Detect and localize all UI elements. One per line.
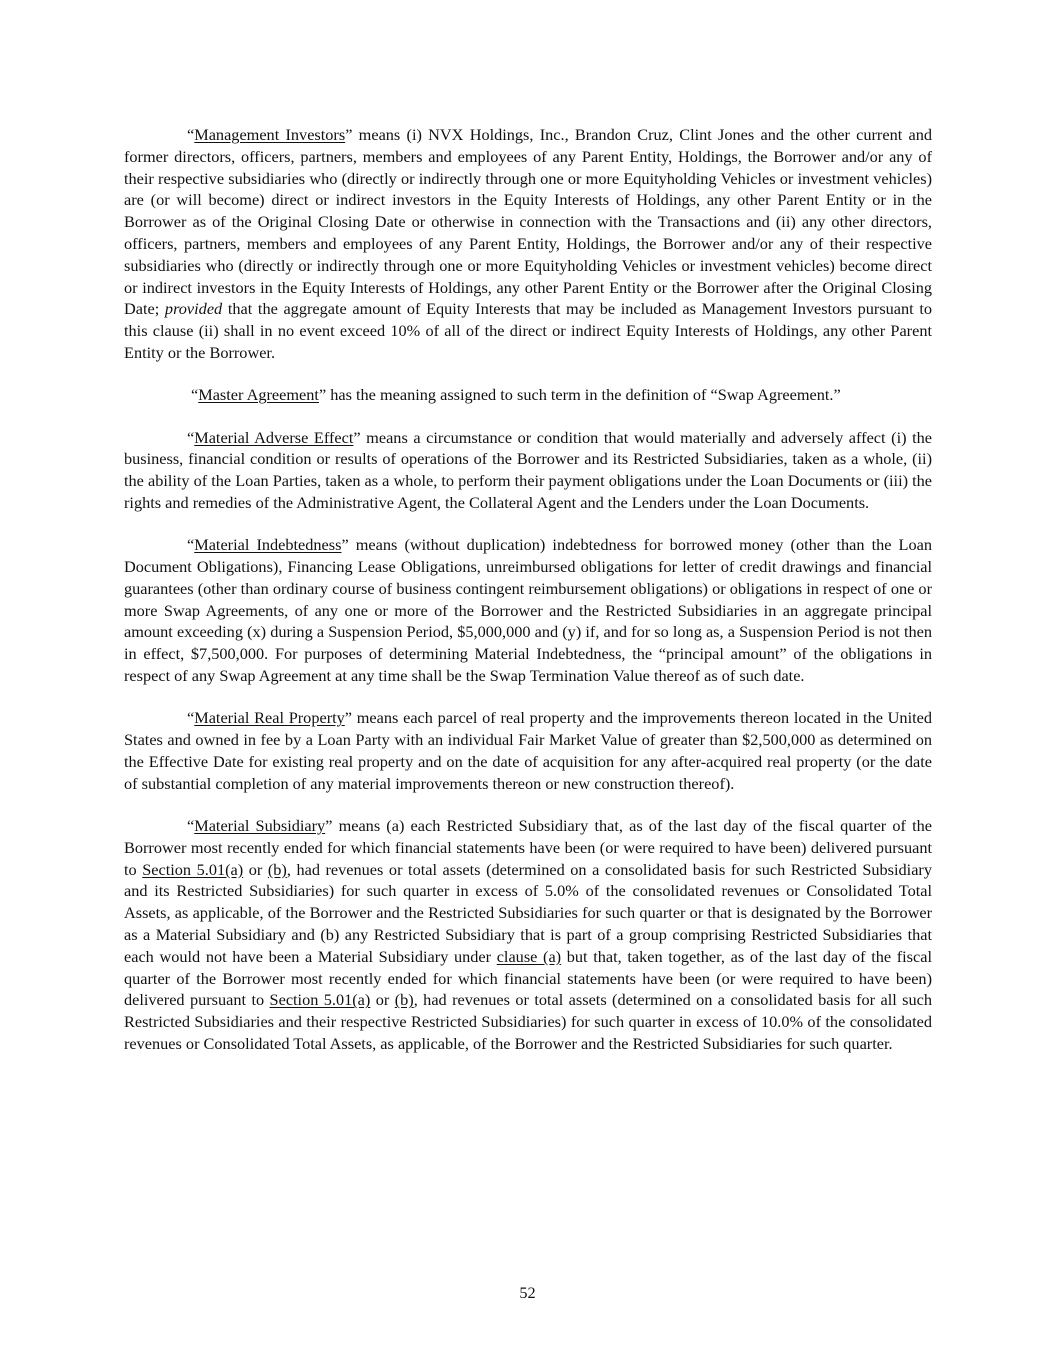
defined-term: Material Subsidiary bbox=[194, 816, 326, 836]
definition-text: ” means (a) each Restricted Subsidiary that, as of the last day of the fiscal quarter of the Borrower most recently ended for which financial statements have been (or were required to have been) delivered pursuant to bbox=[124, 816, 932, 879]
definition-text: “ bbox=[187, 125, 195, 144]
italic-text: provided bbox=[164, 299, 223, 319]
definition-text: or bbox=[243, 859, 268, 879]
cross-reference: Section 5.01(a) bbox=[269, 990, 371, 1010]
definition-text: ” means (i) NVX Holdings, Inc., Brandon Cruz, Clint Jones and the other current and former directors, officers, partners, members and employees of any Parent Entity, Holdings, the Borrower and/or any of their respective subsidiaries who (directly or indirectly through one or more Equityholding Vehicles or investment vehicles) are (or will become) direct or indirect investors in the Equity Interests of Holdings, any other Parent Entity or in the Borrower as of the Original Closing Date or otherwise in connection with the Transactions and (ii) any other directors, officers, partners, members and employees of any Parent Entity, Holdings, the Borrower and/or any of their respective subsidiaries who (directly or indirectly through one or more Equityholding Vehicles or investment vehicles) become direct or indirect investors in the Equity Interests of Holdings, any other Parent Entity or the Borrower after the Original Closing Date; bbox=[124, 125, 933, 319]
definition-text: but that, taken together, as of the last day of the fiscal quarter of the Borrower most recently ended for which financial statements have been (or were required to have been) delivered pursuant to bbox=[124, 946, 932, 1010]
defined-term: Management Investors bbox=[194, 125, 346, 144]
cross-reference: (b) bbox=[267, 859, 287, 879]
defined-term: Material Real Property bbox=[194, 708, 345, 728]
definition-text: ” has the meaning assigned to such term in the definition of “Swap Agreement.” bbox=[318, 385, 841, 405]
definition-text: ” means a circumstance or condition that would materially and adversely affect (i) the business, financial condition or results of operations of the Borrower and its Restricted Subsidiaries, taken as a whole, (ii) the ability of the Loan Parties, taken as a whole, to perform their payment obligations under the Loan Documents or (iii) the rights and remedies of the Administrative Agent, the Collateral Agent and the Lenders under the Loan Documents. bbox=[124, 427, 932, 512]
cross-reference: clause (a) bbox=[496, 946, 562, 966]
cross-reference: Section 5.01(a) bbox=[142, 859, 244, 879]
definition-text: , had revenues or total assets (determined on a consolidated basis for such Restricted Subsidiary and its Restricted Subsidiaries) for such quarter in excess of 5.0% of the consolidated revenues or Consolidated Total Assets, as applicable, of the Borrower and the Restricted Subsidiaries for such quarter or that is designated by the Borrower as a Material Subsidiary and (b) any Restricted Subsidiary that is part of a group comprising Restricted Subsidiaries that each would not have been a Material Subsidiary under bbox=[124, 859, 932, 966]
definition-text: “ bbox=[187, 816, 195, 836]
document-body bbox=[124, 124, 932, 1075]
definition-text: “ bbox=[187, 535, 195, 555]
definition-text: “ bbox=[187, 708, 195, 728]
cross-reference: (b) bbox=[394, 990, 414, 1010]
definition-text: or bbox=[370, 990, 395, 1010]
definition-paragraph bbox=[124, 707, 932, 794]
definition-paragraph bbox=[124, 427, 932, 514]
page-number: 52 bbox=[519, 1283, 536, 1302]
definition-text: ” means (without duplication) indebtedness for borrowed money (other than the Loan Document Obligations), Financing Lease Obligations, unreimbursed obligations for letter of credit drawings and financial guarantees (other than ordinary course of business contingent reimbursement obligations) or obligations in respect of one or more Swap Agreements, of any one or more of the Borrower and the Restricted Subsidiaries in an aggregate principal amount exceeding (x) during a Suspension Period, $5,000,000 and (y) if, and for so long as, a Suspension Period is not then in effect, $7,500,000. For purposes of determining Material Indebtedness, the “principal amount” of the obligations in respect of any Swap Agreement at any time shall be the Swap Termination Value thereof as of such date. bbox=[124, 535, 932, 686]
definition-text: “ bbox=[191, 385, 199, 405]
defined-term: Material Adverse Effect bbox=[194, 427, 354, 447]
definition-paragraph bbox=[124, 124, 932, 364]
definition-text: ” means each parcel of real property and the improvements thereon located in the United States and owned in fee by a Loan Party with an individual Fair Market Value of greater than $2,500,000 as determined on the Effective Date for existing real property and on the date of acquisition for any after-acquired real property (or the date of substantial completion of any material improvements thereon or new construction thereof). bbox=[124, 708, 932, 793]
definition-paragraph bbox=[124, 384, 932, 406]
definition-text: “ bbox=[187, 427, 195, 447]
definition-paragraph bbox=[124, 815, 932, 1055]
definition-paragraph bbox=[124, 534, 932, 687]
defined-term: Material Indebtedness bbox=[194, 535, 342, 555]
defined-term: Master Agreement bbox=[198, 385, 319, 405]
definition-text: , had revenues or total assets (determined on a consolidated basis for all such Restricted Subsidiaries and their respective Restricted Subsidiaries) for such quarter in excess of 10.0% of the consolidated revenues or Consolidated Total Assets, as applicable, of the Borrower and the Restricted Subsidiaries for such quarter. bbox=[124, 990, 933, 1053]
definition-text: that the aggregate amount of Equity Interests that may be included as Management Investors pursuant to this clause (ii) shall in no event exceed 10% of all of the direct or indirect Equity Interests of Holdings, any other Parent Entity or the Borrower. bbox=[124, 299, 933, 362]
